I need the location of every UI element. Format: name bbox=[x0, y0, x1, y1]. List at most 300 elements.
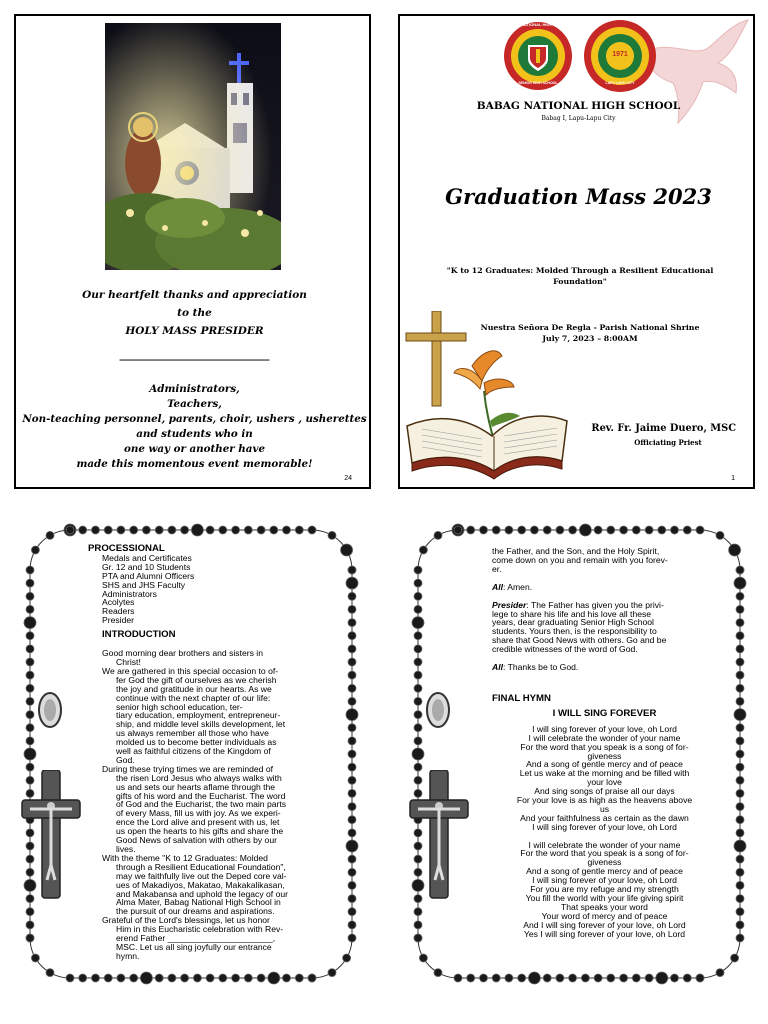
hymn-line: us bbox=[599, 803, 610, 814]
rosary-bead bbox=[579, 524, 591, 536]
rosary-bead bbox=[594, 526, 602, 534]
rosary-bead bbox=[736, 724, 744, 732]
rosary-bead bbox=[104, 974, 112, 982]
rosary-bead bbox=[79, 974, 87, 982]
rosary-bead bbox=[348, 605, 356, 613]
rosary-bead bbox=[556, 526, 564, 534]
rosary-bead bbox=[168, 526, 176, 534]
rosary-bead bbox=[414, 592, 422, 600]
rosary-bead bbox=[348, 750, 356, 758]
rosary-bead bbox=[581, 974, 589, 982]
rosary-bead bbox=[257, 974, 265, 982]
presider-line: share that Good News with others. Go and be bbox=[492, 635, 667, 646]
rosary-bead bbox=[130, 974, 138, 982]
rosary-bead bbox=[79, 526, 87, 534]
introduction-line: Christ! bbox=[116, 656, 141, 667]
rosary-bead bbox=[348, 816, 356, 824]
rosary-bead bbox=[232, 526, 240, 534]
rosary-bead bbox=[155, 974, 163, 982]
introduction-line: us open the hearts to his gifts and share the bbox=[116, 826, 284, 837]
rosary-bead bbox=[414, 645, 422, 653]
rosary-bead bbox=[736, 921, 744, 929]
rosary-bead bbox=[696, 526, 704, 534]
medal-icon-left bbox=[37, 690, 63, 730]
presider-line: years, dear graduating Senior High School bbox=[492, 617, 654, 628]
hymn-line: And sing songs of praise all our days bbox=[534, 786, 675, 797]
processional-item: Gr. 12 and 10 Students bbox=[102, 561, 191, 572]
rosary-bead bbox=[348, 803, 356, 811]
hymn-line: You fill the world with your life giving spirit bbox=[525, 893, 684, 903]
introduction-line: the pursuit of our dreams and aspirations. bbox=[116, 906, 275, 917]
rosary-bead bbox=[348, 789, 356, 797]
hymn-line: I will celebrate the wonder of your name bbox=[528, 732, 681, 743]
admin-line: Teachers, bbox=[167, 398, 222, 410]
introduction-line: through a Resilient Educational Foundation", bbox=[116, 861, 286, 872]
rosary-bead bbox=[736, 566, 744, 574]
rosary-bead bbox=[467, 526, 475, 534]
rosary-bead bbox=[528, 972, 540, 984]
introduction-line: Him in this Eucharistic celebration with Rev- bbox=[116, 924, 284, 935]
hymn-line: I will sing forever of your love, oh Lord bbox=[532, 723, 677, 734]
rosary-bead bbox=[26, 605, 34, 613]
rosary-bead bbox=[736, 908, 744, 916]
rosary-bead bbox=[348, 737, 356, 745]
rosary-bead bbox=[328, 531, 336, 539]
rosary-bead bbox=[244, 526, 252, 534]
introduction-line: us and sets our hearts aflame through the bbox=[116, 781, 276, 792]
rosary-bead bbox=[736, 605, 744, 613]
rosary-bead bbox=[31, 954, 39, 962]
hymn-line: your love bbox=[587, 777, 622, 788]
introduction-line: MSC. Let us all sing joyfully our entrance bbox=[116, 941, 272, 952]
rosary-bead bbox=[716, 969, 724, 977]
rosary-bead bbox=[155, 526, 163, 534]
introduction-line: Good morning dear brothers and sisters in bbox=[102, 648, 263, 659]
rosary-bead bbox=[607, 974, 615, 982]
rosary-bead bbox=[454, 526, 462, 534]
rosary-bead bbox=[736, 619, 744, 627]
rosary-bead bbox=[480, 974, 488, 982]
introduction-line: fer God the gift of ourselves as we cherish bbox=[116, 674, 277, 685]
admin-line: Administrators, bbox=[149, 383, 240, 395]
rosary-bead bbox=[26, 697, 34, 705]
rosary-bead bbox=[736, 658, 744, 666]
rosary-bead bbox=[543, 974, 551, 982]
introduction-line: and Makabansa and uphold the legacy of our bbox=[116, 888, 289, 899]
rosary-bead bbox=[142, 526, 150, 534]
rosary-bead bbox=[206, 526, 214, 534]
presider-line: credible witnesses of the word of God. bbox=[492, 644, 638, 655]
rosary-bead bbox=[104, 526, 112, 534]
hymn-line: That speaks your word bbox=[561, 901, 648, 912]
hymn-line: I will sing forever of your love, oh Lord bbox=[532, 821, 677, 832]
theme-line-1: "K to 12 Graduates: Molded Through a Resilient Educational bbox=[446, 266, 714, 275]
processional-item: PTA and Alumni Officers bbox=[102, 570, 195, 581]
rosary-bead bbox=[736, 763, 744, 771]
rosary-bead bbox=[26, 592, 34, 600]
rosary-bead bbox=[607, 526, 615, 534]
rosary-bead bbox=[270, 526, 278, 534]
hymn-line: And your faithfulness as certain as the dawn bbox=[520, 812, 689, 823]
rosary-bead bbox=[620, 526, 628, 534]
rosary-bead bbox=[26, 724, 34, 732]
rosary-bead bbox=[24, 617, 36, 629]
introduction-line: With the theme "K to 12 Graduates: Molded bbox=[102, 852, 268, 863]
rosary-bead bbox=[26, 566, 34, 574]
rosary-bead bbox=[434, 531, 442, 539]
rosary-bead bbox=[736, 816, 744, 824]
rosary-bead bbox=[736, 632, 744, 640]
rosary-bead bbox=[348, 566, 356, 574]
rosary-bead bbox=[46, 531, 54, 539]
hymn-line: Yes I will sing forever of your love, oh Lord bbox=[523, 928, 686, 939]
rosary-bead bbox=[26, 645, 34, 653]
hymn-line: giveness bbox=[587, 750, 622, 761]
hymn-line: I will sing forever of your love, oh Lord bbox=[532, 875, 677, 886]
mass-title: Graduation Mass 2023 bbox=[445, 184, 712, 209]
rosary-bead bbox=[341, 544, 353, 556]
rosary-bead bbox=[414, 566, 422, 574]
crucifix-icon-left bbox=[20, 770, 82, 900]
school-address: Babag I, Lapu-Lapu City bbox=[541, 115, 616, 122]
all-thanks: : Thanks be to God. bbox=[502, 662, 579, 673]
rosary-bead bbox=[734, 577, 746, 589]
introduction-line: God. bbox=[116, 754, 135, 765]
rosary-bead bbox=[348, 619, 356, 627]
hymn-line: And a song of gentle mercy and of peace bbox=[526, 866, 683, 877]
introduction-line: us always remember all those who have bbox=[116, 728, 269, 739]
rosary-bead bbox=[414, 921, 422, 929]
rosary-bead bbox=[348, 895, 356, 903]
officiating-priest-name: Rev. Fr. Jaime Duero, MSC bbox=[591, 423, 736, 434]
rosary-bead bbox=[92, 526, 100, 534]
admin-line: Non-teaching personnel, parents, choir, ushers , usherettes bbox=[22, 413, 367, 425]
page-number: 24 bbox=[344, 475, 352, 482]
mass-date: July 7, 2023 – 8:00AM bbox=[542, 334, 638, 343]
processional-item: Medals and Certificates bbox=[102, 552, 192, 563]
rosary-bead bbox=[414, 579, 422, 587]
thanks-line-2: to the bbox=[177, 307, 212, 319]
introduction-line: During these trying times we are reminded of bbox=[102, 763, 273, 774]
rosary-bead bbox=[26, 658, 34, 666]
rosary-bead bbox=[26, 671, 34, 679]
rosary-bead bbox=[434, 969, 442, 977]
hymn-line: giveness bbox=[587, 857, 622, 868]
rosary-bead bbox=[26, 921, 34, 929]
introduction-line: of every Mass, fill us with joy. As we experi- bbox=[116, 808, 281, 819]
rosary-bead bbox=[716, 531, 724, 539]
hymn-line: And I will sing forever of your love, oh Lord bbox=[523, 919, 686, 930]
rosary-bead bbox=[671, 526, 679, 534]
rosary-bead bbox=[348, 868, 356, 876]
rosary-bead bbox=[232, 974, 240, 982]
rosary-bead bbox=[736, 881, 744, 889]
rosary-bead bbox=[181, 526, 189, 534]
introduction-line: Alma Mater, Babag National High School in bbox=[116, 897, 281, 908]
rosary-bead bbox=[414, 671, 422, 679]
rosary-bead bbox=[206, 974, 214, 982]
rosary-bead bbox=[348, 881, 356, 889]
rosary-bead bbox=[645, 974, 653, 982]
school-name: BABAG NATIONAL HIGH SCHOOL bbox=[476, 100, 681, 112]
processional-item: Acolytes bbox=[102, 597, 135, 608]
rosary-bead bbox=[295, 974, 303, 982]
crucifix-icon-right bbox=[408, 770, 470, 900]
introduction-line: ues of Makadiyos, Makatao, Makakalikasan, bbox=[116, 879, 285, 890]
rosary-bead bbox=[346, 577, 358, 589]
all-label: All bbox=[492, 662, 503, 673]
right-booklet-text bbox=[492, 547, 717, 939]
rosary-bead bbox=[414, 658, 422, 666]
rosary-bead bbox=[414, 684, 422, 692]
introduction-line: Good News of salvation with others by our bbox=[116, 835, 277, 846]
rosary-bead bbox=[348, 908, 356, 916]
introduction-line: may we faithfully live out the Deped core val- bbox=[116, 870, 287, 881]
rosary-bead bbox=[736, 750, 744, 758]
introduction-line: continue with the next chapter of our life: bbox=[116, 692, 271, 703]
rosary-bead bbox=[348, 671, 356, 679]
rosary-bead bbox=[492, 526, 500, 534]
processional-item: Presider bbox=[102, 615, 134, 626]
theme-line-2: Foundation" bbox=[553, 277, 607, 286]
presider-line: : The Father has given you the privi- bbox=[526, 599, 664, 610]
rosary-bead bbox=[736, 592, 744, 600]
rosary-bead bbox=[467, 974, 475, 982]
hymn-line: For you are my refuge and my strength bbox=[530, 884, 679, 895]
rosary-bead bbox=[736, 855, 744, 863]
rosary-bead bbox=[348, 829, 356, 837]
venue: Nuestra Señora De Regla - Parish National Shrine bbox=[480, 323, 700, 332]
rosary-bead bbox=[244, 974, 252, 982]
blessing-line: the Father, and the Son, and the Holy Spirit, bbox=[492, 546, 660, 556]
rosary-bead bbox=[454, 974, 462, 982]
rosary-bead bbox=[26, 737, 34, 745]
hymn-line: For the word that you speak is a song of for- bbox=[520, 848, 689, 859]
hymn-lyrics bbox=[492, 725, 717, 939]
blessing-line: come down on you and remain with you forev- bbox=[492, 554, 668, 565]
rosary-bead bbox=[736, 684, 744, 692]
processional-item: Readers bbox=[102, 606, 135, 617]
rosary-bead bbox=[736, 803, 744, 811]
introduction-line: well as faithful citizens of the Kingdom of bbox=[116, 746, 271, 757]
rosary-bead bbox=[348, 934, 356, 942]
rosary-bead bbox=[117, 526, 125, 534]
school-logo-left-bottom: SENIOR HIGH SCHOOL bbox=[518, 81, 558, 85]
rosary-bead bbox=[530, 526, 538, 534]
rosary-bead bbox=[348, 855, 356, 863]
rosary-bead bbox=[295, 526, 303, 534]
rosary-bead bbox=[26, 684, 34, 692]
rosary-bead bbox=[736, 737, 744, 745]
rosary-bead bbox=[556, 974, 564, 982]
rosary-bead bbox=[343, 954, 351, 962]
rosary-bead bbox=[683, 526, 691, 534]
rosary-bead bbox=[569, 526, 577, 534]
rosary-bead bbox=[414, 632, 422, 640]
admin-line: made this momentous event memorable! bbox=[76, 458, 313, 470]
rosary-bead bbox=[219, 974, 227, 982]
rosary-bead bbox=[283, 974, 291, 982]
rosary-bead bbox=[736, 829, 744, 837]
rosary-bead bbox=[414, 605, 422, 613]
rosary-bead bbox=[683, 974, 691, 982]
rosary-bead bbox=[671, 974, 679, 982]
rosary-bead bbox=[419, 954, 427, 962]
presider-label: Presider bbox=[492, 599, 527, 610]
medal-icon-right bbox=[425, 690, 451, 730]
hymn-title: I WILL SING FOREVER bbox=[552, 707, 657, 719]
rosary-bead bbox=[26, 908, 34, 916]
school-logo-right-year: 1971 bbox=[612, 51, 628, 58]
page-number: 1 bbox=[731, 475, 735, 482]
thanks-line-1: Our heartfelt thanks and appreciation bbox=[82, 289, 307, 301]
hymn-line: Let us wake at the morning and be filled with bbox=[519, 768, 690, 779]
rosary-bead bbox=[24, 748, 36, 760]
rosary-bead bbox=[736, 789, 744, 797]
rosary-bead bbox=[731, 954, 739, 962]
rosary-bead bbox=[696, 974, 704, 982]
introduction-line: Grateful of the Lord's blessings, let us honor bbox=[102, 915, 270, 926]
rosary-bead bbox=[734, 840, 746, 852]
final-hymn-heading: FINAL HYMN bbox=[492, 692, 551, 704]
rosary-bead bbox=[645, 526, 653, 534]
rosary-bead bbox=[346, 709, 358, 721]
rosary-bead bbox=[26, 579, 34, 587]
presider-line: students. Yours then, is the responsibility to bbox=[492, 626, 657, 637]
rosary-bead bbox=[117, 974, 125, 982]
introduction-line: tiary education, employment, entrepreneur- bbox=[116, 710, 281, 721]
processional-item: SHS and JHS Faculty bbox=[102, 579, 186, 590]
rosary-bead bbox=[480, 526, 488, 534]
presider-line: lege to share his life and his love all these bbox=[492, 608, 652, 619]
rosary-bead bbox=[736, 934, 744, 942]
rosary-bead bbox=[414, 737, 422, 745]
rosary-bead bbox=[348, 921, 356, 929]
rosary-bead bbox=[348, 592, 356, 600]
rosary-bead bbox=[414, 711, 422, 719]
rosary-bead bbox=[736, 697, 744, 705]
rosary-bead bbox=[348, 724, 356, 732]
rosary-bead bbox=[308, 526, 316, 534]
rosary-bead bbox=[729, 544, 741, 556]
introduction-line: ship, and middle level skills development, let bbox=[116, 719, 286, 730]
rosary-bead bbox=[620, 974, 628, 982]
rosary-bead bbox=[518, 974, 526, 982]
introduction-line: the joy and gratitude in our hearts. As we bbox=[116, 683, 272, 694]
thanks-line-3: HOLY MASS PRESIDER bbox=[125, 325, 264, 337]
rosary-bead bbox=[348, 697, 356, 705]
rosary-bead bbox=[348, 763, 356, 771]
rosary-bead bbox=[348, 658, 356, 666]
rosary-bead bbox=[419, 546, 427, 554]
rosary-bead bbox=[736, 645, 744, 653]
rosary-bead bbox=[656, 972, 668, 984]
rosary-bead bbox=[736, 868, 744, 876]
rosary-bead bbox=[518, 526, 526, 534]
school-logo-right-bottom: LAPU LAPU CITY bbox=[605, 81, 635, 85]
rosary-bead bbox=[219, 526, 227, 534]
rosary-bead bbox=[736, 776, 744, 784]
rosary-bead bbox=[412, 748, 424, 760]
processional-item: Administrators bbox=[102, 588, 157, 599]
all-amen: : Amen. bbox=[502, 581, 533, 592]
rosary-bead bbox=[31, 546, 39, 554]
rosary-bead bbox=[414, 724, 422, 732]
rosary-bead bbox=[130, 526, 138, 534]
processional-heading: PROCESSIONAL bbox=[88, 543, 165, 554]
rosary-bead bbox=[168, 974, 176, 982]
rosary-bead bbox=[92, 974, 100, 982]
school-logo-left-text: BABAG NATIONAL HIGH SCHOOL bbox=[505, 22, 571, 27]
introduction-body bbox=[88, 649, 338, 961]
rosary-bead bbox=[412, 617, 424, 629]
rosary-bead bbox=[26, 934, 34, 942]
introduction-line: molded us to become better individuals as bbox=[116, 737, 277, 748]
rosary-bead bbox=[346, 840, 358, 852]
hymn-line: And a song of gentle mercy and of peace bbox=[526, 759, 683, 770]
introduction-line: of God and the Eucharist, the two main parts bbox=[116, 799, 287, 810]
rosary-bead bbox=[348, 776, 356, 784]
blessing-line: er. bbox=[492, 563, 502, 574]
hymn-line: For the word that you speak is a song of for- bbox=[520, 741, 689, 752]
rosary-bead bbox=[66, 974, 74, 982]
rosary-bead bbox=[268, 972, 280, 984]
admin-line: one way or another have bbox=[124, 443, 265, 455]
introduction-line: hymn. bbox=[116, 950, 140, 961]
rosary-bead bbox=[328, 969, 336, 977]
rosary-bead bbox=[492, 974, 500, 982]
rosary-bead bbox=[283, 526, 291, 534]
introduction-heading: INTRODUCTION bbox=[102, 629, 176, 641]
rosary-bead bbox=[594, 974, 602, 982]
rosary-bead bbox=[632, 974, 640, 982]
rosary-bead bbox=[543, 526, 551, 534]
rosary-bead bbox=[348, 632, 356, 640]
rosary-bead bbox=[26, 711, 34, 719]
hymn-line: Your word of mercy and of peace bbox=[541, 910, 668, 921]
hymn-line: For your love is as high as the heavens above bbox=[516, 795, 693, 806]
all-label: All bbox=[492, 581, 503, 592]
hymn-line: I will celebrate the wonder of your name bbox=[528, 839, 681, 850]
rosary-bead bbox=[46, 969, 54, 977]
officiating-priest-role: Officiating Priest bbox=[634, 438, 702, 447]
rosary-bead bbox=[632, 526, 640, 534]
rosary-bead bbox=[348, 684, 356, 692]
rosary-bead bbox=[26, 632, 34, 640]
admin-line: and students who in bbox=[136, 428, 253, 440]
rosary-bead bbox=[505, 974, 513, 982]
left-booklet-text bbox=[88, 545, 338, 961]
rosary-bead bbox=[308, 974, 316, 982]
rosary-bead bbox=[140, 972, 152, 984]
introduction-line: the risen Lord Jesus who always walks with bbox=[116, 772, 282, 783]
rosary-bead bbox=[569, 974, 577, 982]
rosary-bead bbox=[736, 895, 744, 903]
introduction-line: senior high school education, ter- bbox=[116, 701, 243, 712]
introduction-line: ence the Lord alive and present with us, let bbox=[116, 817, 280, 828]
rosary-bead bbox=[414, 697, 422, 705]
rosary-bead bbox=[348, 645, 356, 653]
rosary-bead bbox=[734, 709, 746, 721]
rosary-bead bbox=[257, 526, 265, 534]
rosary-bead bbox=[505, 526, 513, 534]
rosary-bead bbox=[414, 934, 422, 942]
presider-blank-line: ______________________________ bbox=[119, 350, 270, 361]
introduction-line: We are gathered in this special occasion to of- bbox=[102, 665, 279, 676]
introduction-line: gifts of his word and the Eucharist. The word bbox=[116, 790, 286, 801]
rosary-bead bbox=[658, 526, 666, 534]
rosary-bead bbox=[736, 671, 744, 679]
